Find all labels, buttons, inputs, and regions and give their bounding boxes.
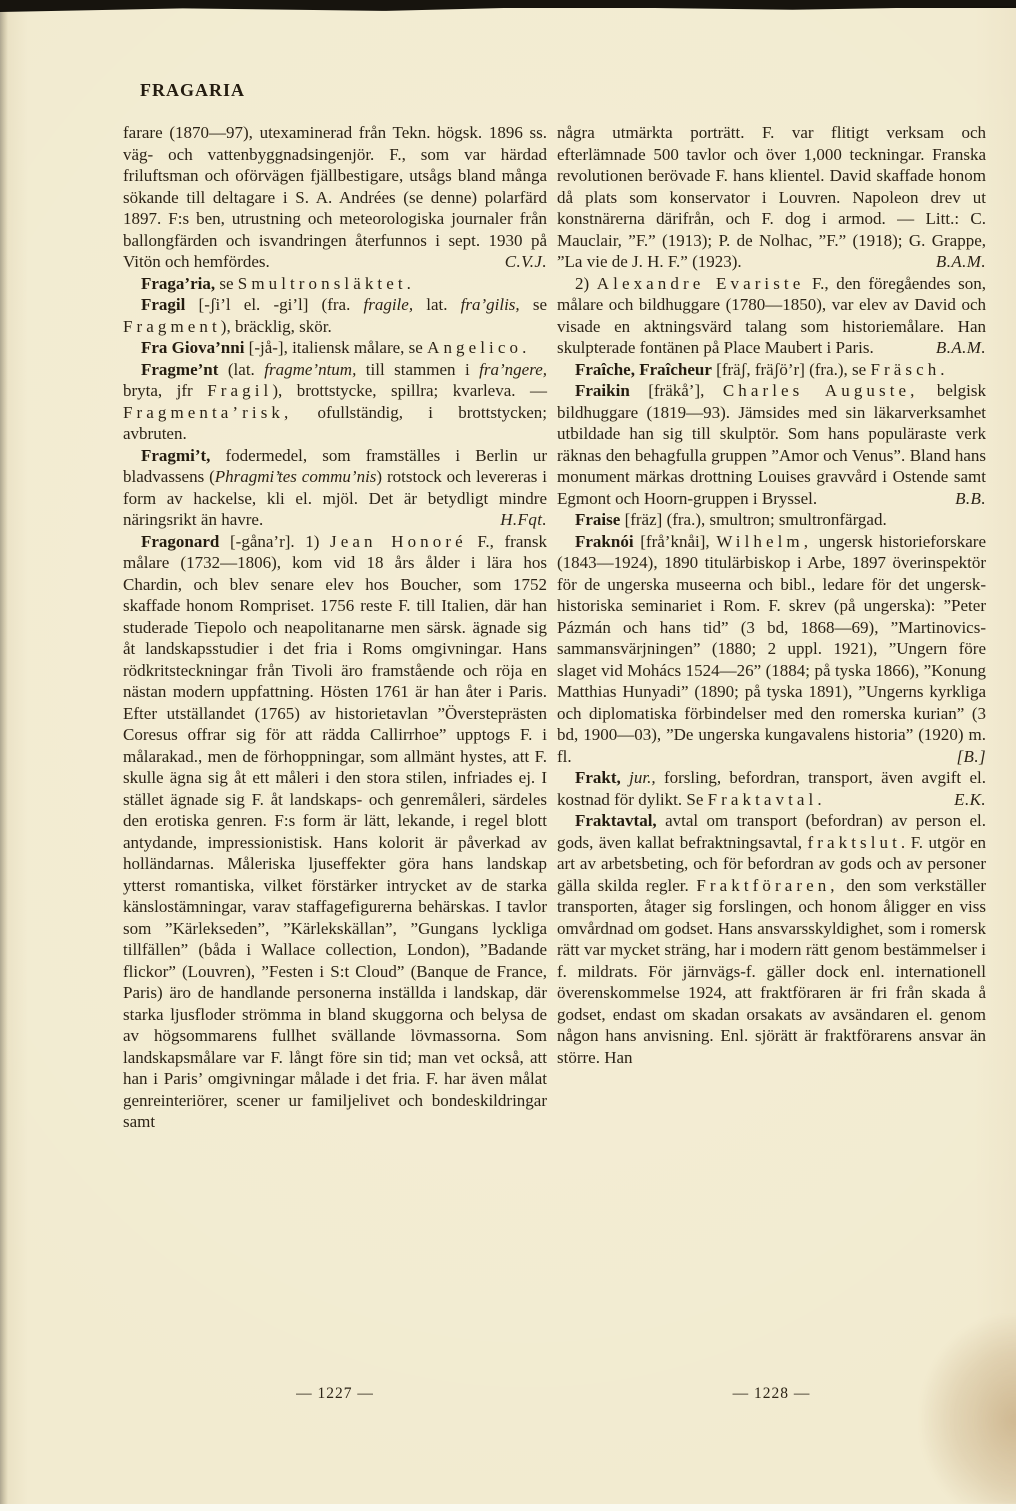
text-run: lat. bbox=[413, 295, 461, 314]
text-run: Fragil bbox=[141, 295, 186, 314]
text-run: . bbox=[817, 789, 822, 809]
text-run: Fragment bbox=[123, 316, 221, 336]
text-run: [fräkå’], bbox=[629, 381, 723, 400]
text-run: Fra Giova’nni bbox=[141, 338, 245, 357]
text-run: belgisk bildhuggare (1819—93). Jämsides med sin läkarverksamhet utbildade han sig till skulptör. Som hans populäraste verk räknas den behagfulla gruppen ”Amor och Venus”. Bland hans monument märkas drottning Louises gravvård i Ostende samt Egmont och Hoorn-gruppen i Bryssel. bbox=[557, 381, 986, 508]
entry-paragraph bbox=[123, 122, 547, 273]
text-run: Fraise bbox=[575, 510, 621, 529]
text-run: farare (1870—97), utexaminerad från Tekn. högsk. 1896 ss. väg- och vattenbyggnadsingenjör. F., som var härdad friluftsman och oförvägen fjällbestigare, utsågs bland många sökande till deltagare i S. A. Andrées (se denne) polarfärd 1897. F:s ben, utrustning och meteorologiska journaler från ballongfärden och isvandringen återfunnos i sept. 1930 på Vitön och hemfördes. bbox=[123, 123, 547, 271]
text-run: avtal om transport (befordran) av person el. gods, även kallat befraktningsavtal, bbox=[557, 811, 986, 852]
text-run: F., den föregåendes son, målare och bildhuggare (1780—1850), var elev av David och visade en aktningsvärd talang som historiemålare. Han skulpterade fontänen på Place Maubert i Paris. bbox=[557, 273, 987, 357]
text-run: Alexandre Evariste bbox=[596, 273, 805, 293]
entry-paragraph bbox=[123, 359, 547, 445]
text-run: Fraikin bbox=[575, 381, 630, 400]
text-run: se bbox=[215, 273, 238, 293]
column-left bbox=[123, 122, 547, 1133]
text-run: [-gåna’r]. 1) bbox=[219, 531, 331, 551]
paper-stain bbox=[920, 1315, 1016, 1505]
text-run: ) rotstock och levereras i form av hackelse, kli el. mjöl. Det är betydligt mindre näringsrikt än havre. bbox=[123, 467, 548, 529]
entry-paragraph bbox=[123, 445, 547, 531]
text-run: Wilhelm, bbox=[716, 531, 813, 551]
text-run: Fraga’ria, bbox=[141, 273, 216, 293]
text-run: ), brottstycke, spillra; kvarleva. — bbox=[272, 381, 548, 400]
text-run: Fraktföraren, bbox=[696, 875, 839, 895]
page-number-right: — 1228 — bbox=[732, 1385, 811, 1402]
text-run: fodermedel, som framställes i Berlin ur bladvassens ( bbox=[123, 445, 547, 486]
text-run: [-jå-], italiensk målare, se bbox=[244, 338, 428, 357]
text-run: fra’gilis, bbox=[460, 295, 520, 314]
text-run: bryta, jfr bbox=[123, 381, 208, 400]
book-page bbox=[0, 8, 1016, 1511]
text-run: [frå’knåi], bbox=[633, 531, 717, 551]
author-signature: B.B. bbox=[955, 488, 986, 508]
text-run bbox=[621, 768, 629, 787]
text-run: fra’ngere, bbox=[479, 359, 547, 379]
text-run: ungersk historieforskare (1843—1924), 1890 titulärbiskop i Arbe, 1897 överinspektör för de ungerska museerna och bibl., ledare för det ungersk-historiska seminariet i Rom. F. skrev (på ungerska): ”Peter Pázmán och hans tid” (3 bd, 1868—69), ”Martinovics-sammansvärjningen” (1880; 2 uppl. 1921), ”Ungern före slaget vid Mohács 1524—26” (1884; på tyska 1866), ”Konung Matthias Hunyadi” (1890; på tyska 1891), ”Ungerns kyrkliga och diplomatiska förbindelser med den romerska kurian” (3 bd, 1900—03), ”De ungerska kungavalens historia” (1920) m. fl. bbox=[557, 531, 986, 766]
text-run: Fragmenta’risk, bbox=[123, 402, 293, 422]
entry-paragraph bbox=[557, 122, 986, 273]
text-run: . bbox=[940, 359, 945, 379]
author-signature: [B.] bbox=[956, 746, 986, 766]
text-run: Fraknói bbox=[575, 531, 634, 551]
author-signature: E.K. bbox=[954, 789, 986, 809]
text-run: Fragme’nt bbox=[141, 359, 219, 379]
running-head: FRAGARIA bbox=[140, 80, 245, 100]
entry-paragraph bbox=[557, 273, 986, 359]
author-signature: H.Fqt. bbox=[500, 510, 547, 529]
text-run: ), bräcklig, skör. bbox=[220, 316, 332, 336]
entry-paragraph bbox=[557, 767, 986, 810]
column-right bbox=[557, 122, 986, 1068]
text-run: 2) bbox=[575, 273, 597, 293]
entry-paragraph bbox=[557, 531, 986, 768]
text-run: Charles Auguste, bbox=[722, 381, 919, 400]
entry-paragraph bbox=[557, 810, 986, 1068]
text-run: ofullständig, i brottstycken; avbruten. bbox=[123, 402, 547, 443]
entry-paragraph bbox=[557, 380, 986, 509]
entry-paragraph bbox=[123, 531, 547, 1133]
text-run: Fraîche, Fraîcheur bbox=[575, 359, 712, 379]
text-run: Fragonard bbox=[141, 531, 220, 551]
text-run: fraktslut bbox=[807, 832, 901, 852]
entry-paragraph bbox=[123, 273, 547, 295]
text-run: Fragil bbox=[207, 381, 273, 400]
author-signature: B.A.M. bbox=[935, 338, 986, 357]
text-run: Fragmi’t, bbox=[141, 445, 211, 465]
entry-paragraph bbox=[557, 509, 986, 531]
author-signature: B.A.M. bbox=[935, 252, 986, 271]
entry-paragraph bbox=[123, 337, 547, 359]
text-run: [fräʃ, fräʃö’r] (fra.), se bbox=[711, 359, 871, 379]
text-run: Frakt, bbox=[575, 768, 621, 787]
text-run: Smultronsläktet bbox=[237, 273, 407, 293]
text-run: (lat. bbox=[218, 359, 265, 379]
text-run: Jean Honoré bbox=[330, 531, 467, 551]
text-run: . F. utgör en art av arbetsbeting, och för befordran av gods och av personer gälla skilda regler. bbox=[557, 832, 986, 895]
text-run: Fräsch bbox=[870, 359, 941, 379]
text-run: [-ʃi’l el. -gi’l] (fra. bbox=[185, 295, 364, 314]
text-run: F., fransk målare (1732—1806), kom vid 18 års ålder i lära hos Chardin, och blev senare elev hos Boucher, som 1752 skaffade honom Rompriset. 1756 reste F. till Italien, där han studerade Tiepolo och neapolitanarne men särsk. ägnade sig åt landskapsstudier i det fria i Roms omgivningar. Hans rödkritsteckningar från Tivoli äro framstående och röja en nästan modern uppfattning. Hösten 1761 är han åter i Paris. Efter utställandet (1765) av historietavlan ”Översteprästen Coresus offrar sig för att rädda Callirrhoe” upptogs F. i målarakad., men de förhoppningar, som allmänt hystes, att F. skulle ägna sig åt ett måleri i den stora stilen, infriades ej. I stället ägnade sig F. åt landskaps- och genremåleri, särdeles den erotiska genren. F:s form är lätt, lekande, i regel blott antydande, impressionistisk. Hans kolorit är påverkad av holländarnas. Måleriska ljuseffekter göra hans landskap ytterst romantiska, vilket förstärker intrycket av de starka känslostämningar, varav staffagefigurerna behärskas. I tavlor som ”Kärlekseden”, ”Kärlekskällan”, ”Gungans lyckliga tillfällen” (båda i Wallace collection, London), ”Badande flickor” (Louvren), ”Festen i S:t Cloud” (Banque de France, Paris) äro de handlande personerna inställda i landskap, där starka ljusfloder strömma in bland skuggorna och belysa de av högsommarens fullhet svällande lövmassorna. Som landskapsmålare var F. långt före sin tid; man vet också, att han i Paris’ omgivningar målade i det fria. F. har även målat genreinteriörer, scener ur familjelivet och bondeskildringar samt bbox=[123, 531, 548, 1131]
text-run: till stammen i bbox=[356, 359, 480, 379]
text-run: jur., bbox=[629, 768, 656, 787]
text-run: se bbox=[519, 295, 547, 314]
text-run: Angelico bbox=[427, 338, 523, 357]
page-number-left: — 1227 — bbox=[296, 1385, 374, 1402]
text-run: [fräz] (fra.), smultron; smultronfärgad. bbox=[620, 510, 887, 529]
text-run: den som verkställer transporten, åtager sig forslingen, och honom åligger en viss omvårdnad om godset. Hans ansvarsskyldighet, som i romersk rätt var mycket sträng, har i modern rätt genom bestämmelser i f. mildrats. För järnvägs-f. gäller dock enl. internationell överenskommelse 1924, att fraktföraren är fri från skada å godset, endast om skadan orsakats av avsändaren el. genom någon hans anvisning. Enl. sjörätt är fraktförarens ansvar än större. Han bbox=[557, 875, 986, 1067]
entry-paragraph bbox=[123, 294, 547, 337]
text-run: . bbox=[406, 273, 411, 293]
text-run: . bbox=[522, 338, 527, 357]
text-run: Fraktavtal, bbox=[575, 811, 657, 830]
text-run: några utmärkta porträtt. F. var flitigt verksam och efterlämnade 500 tavlor och över 1,000 teckningar. Franska revolutionen berövade F. hans klientel. David skaffade honom då plats som konservator i Louvren. Napoleon drev ut konstnärerna därifrån, och F. dog i armod. — Litt.: C. Mauclair, ”F.” (1913); P. de Nolhac, ”F.” (1918); G. Grappe, ”La vie de J. H. F.” (1923). bbox=[557, 123, 986, 271]
entry-paragraph bbox=[557, 359, 986, 381]
text-run: forsling, befordran, transport, även avgift el. kostnad för dylikt. Se bbox=[557, 768, 987, 809]
text-run: Fraktavtal bbox=[707, 789, 818, 809]
text-run: fragile, bbox=[363, 295, 414, 314]
text-run: Phragmi’tes commu’nis bbox=[214, 467, 377, 486]
text-run: fragme’ntum, bbox=[264, 359, 357, 379]
author-signature: C.V.J. bbox=[504, 252, 547, 271]
